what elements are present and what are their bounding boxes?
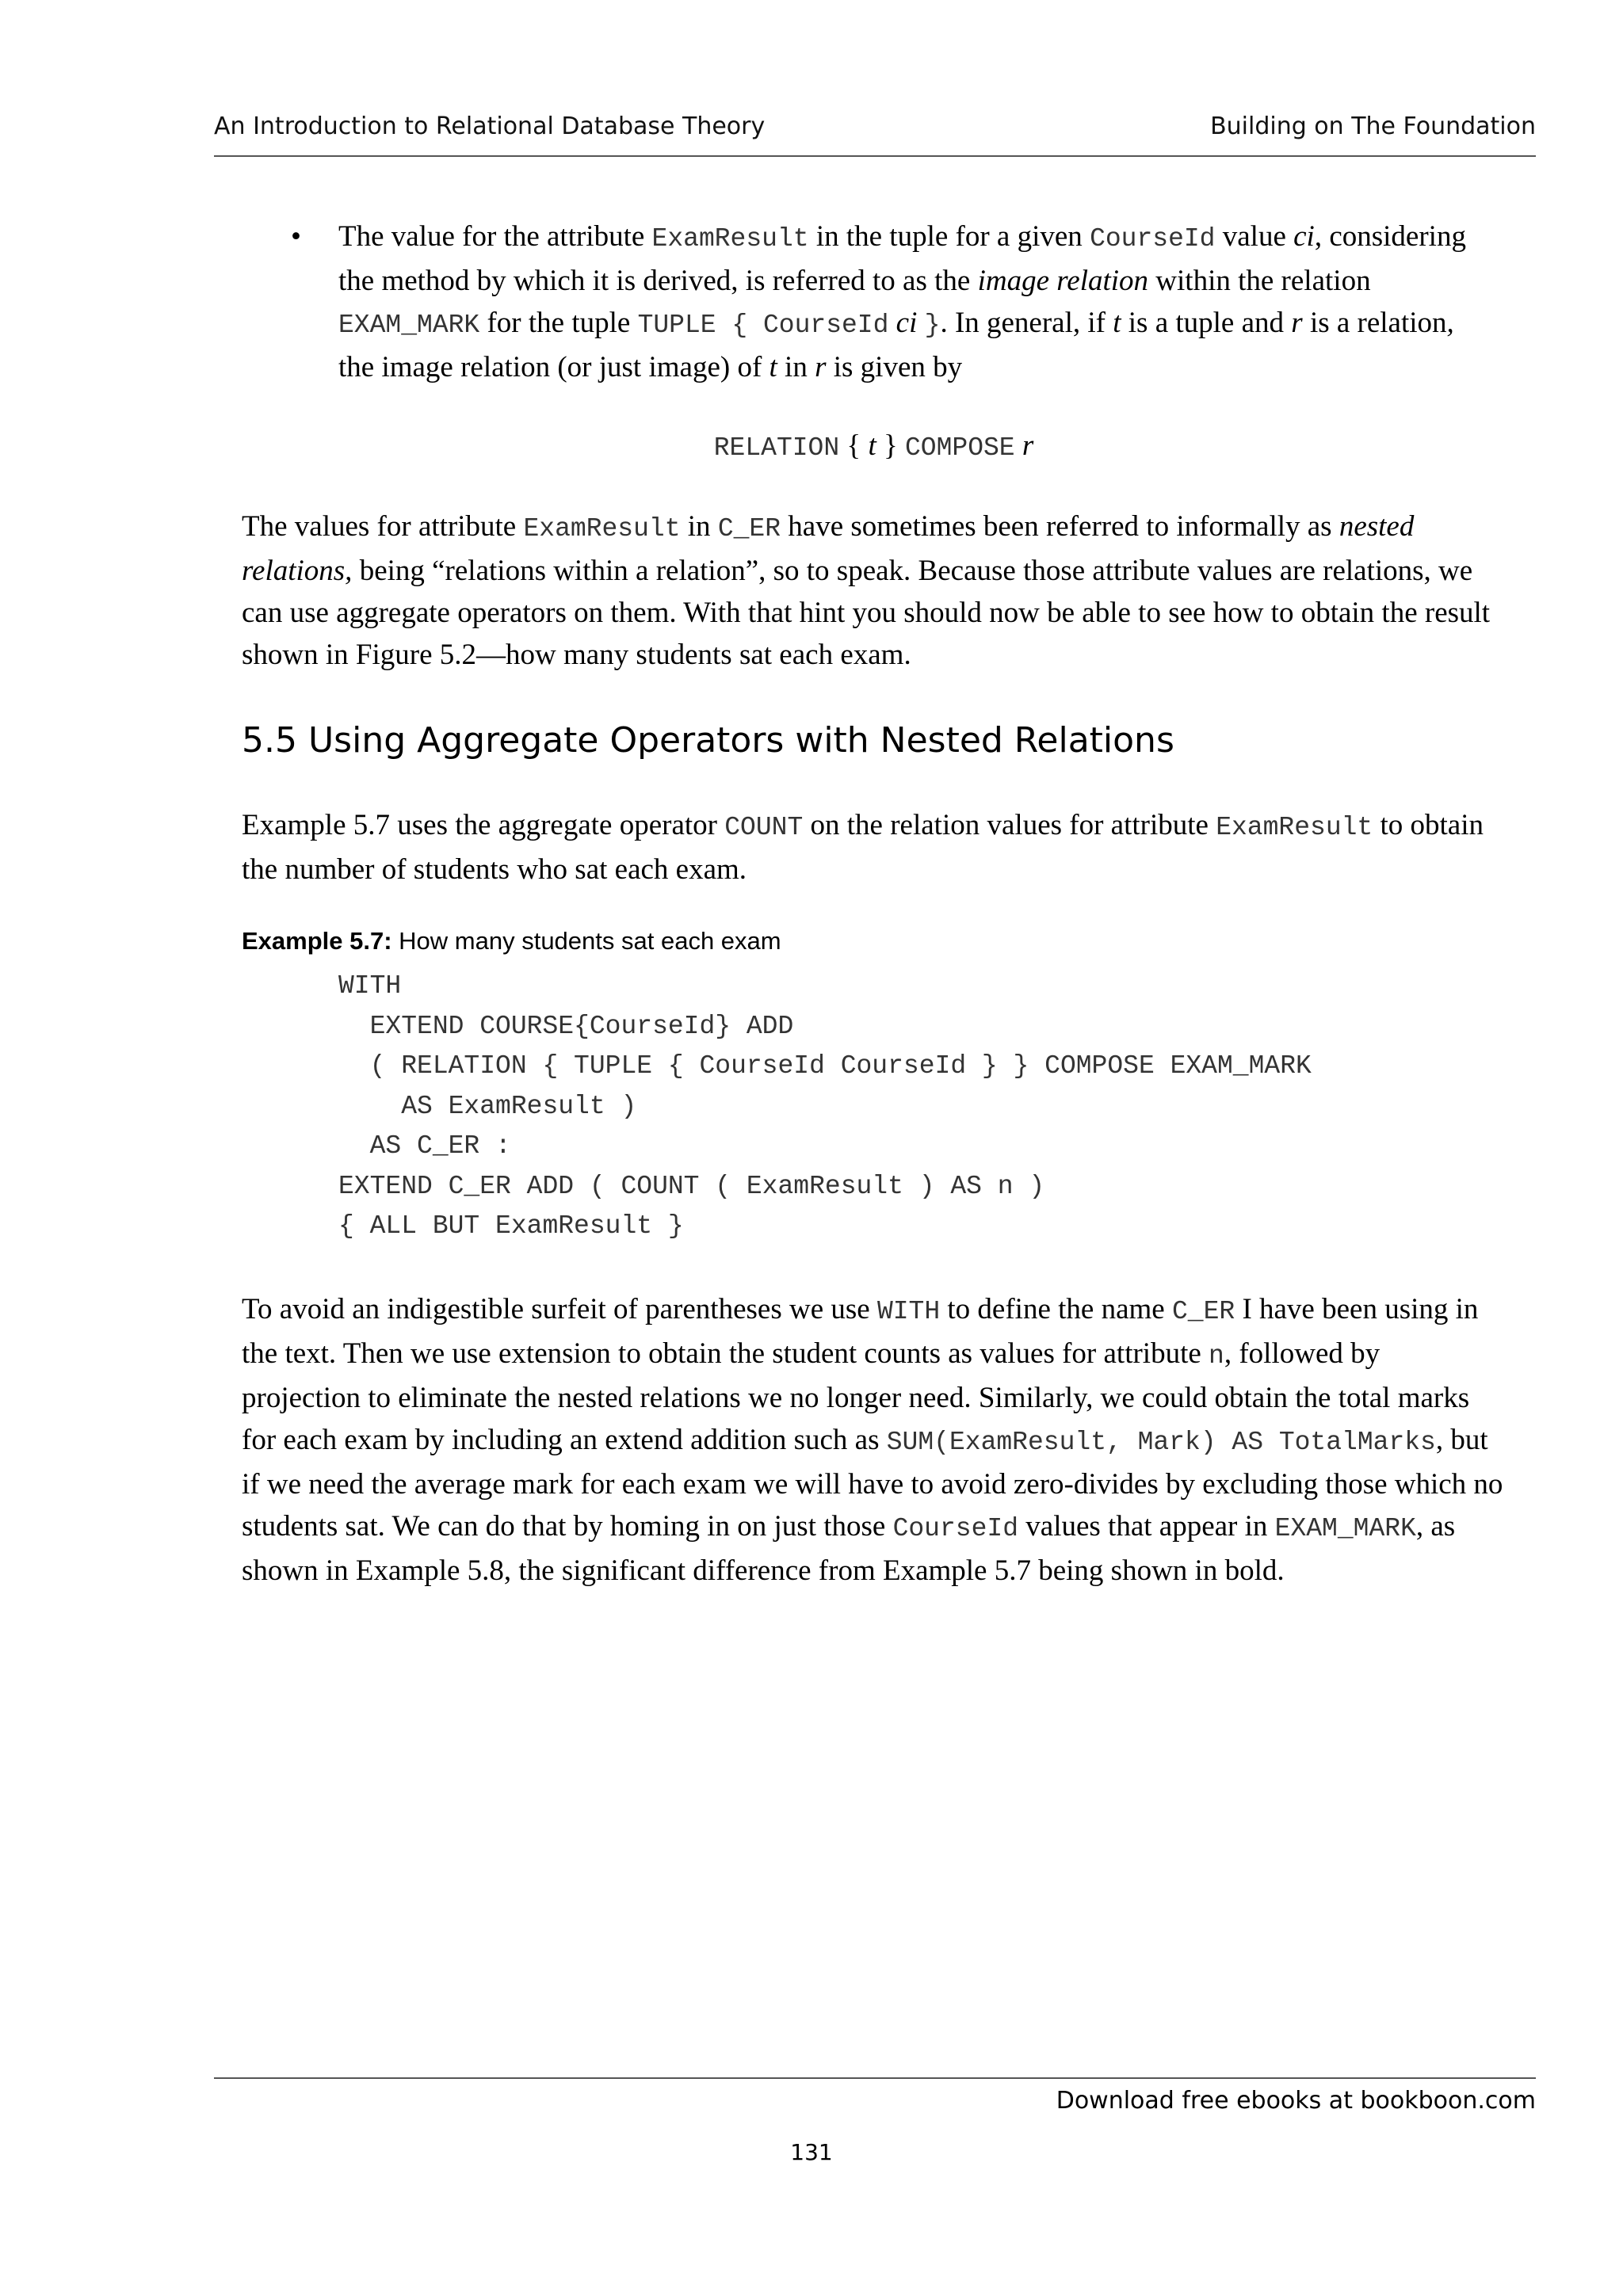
header-chapter-title: Building on The Foundation	[1210, 113, 1536, 140]
page-header	[214, 111, 1536, 157]
bullet-item	[242, 215, 1506, 388]
paragraph-nested-relations: The values for attribute ExamResult in C_ER have sometimes been referred to informally as nested relations, being “relations within a relation”, so to speak. Because those attribute values are relations, we can use aggregate operators on them. With that hint you should now be able to see how to obtain the result shown in Figure 5.2—how many students sat each exam.	[242, 510, 1491, 671]
bullet-icon: •	[291, 220, 301, 253]
code-block: WITH EXTEND COURSE{CourseId} ADD ( RELATION { TUPLE { CourseId CourseId } } COMPOSE EXAM_MARK AS ExamResult ) AS C_ER : EXTEND C_ER ADD ( COUNT ( ExamResult ) AS n ) { ALL BUT ExamResult }	[338, 971, 1312, 1241]
page-number: 131	[790, 2139, 833, 2165]
footer-divider	[214, 2077, 1536, 2079]
image-relation-formula: RELATION { t } COMPOSE r	[713, 429, 1034, 463]
section-heading: 5.5 Using Aggregate Operators with Nested Relations	[242, 720, 1174, 761]
paragraph-example-intro: Example 5.7 uses the aggregate operator COUNT on the relation values for attribute ExamResult to obtain the number of students who sat each exam.	[242, 809, 1484, 886]
bullet-text: The value for the attribute ExamResult in the tuple for a given CourseId value ci, considering the method by which it is derived, is referred to as the image relation within the relation EXAM_MARK for the tuple TUPLE { CourseId ci }. In general, if t is a tuple and r is a relation, the image relation (or just image) of t in r is given by	[338, 220, 1466, 383]
page-content	[242, 215, 1506, 1592]
footer-download-link[interactable]: Download free ebooks at bookboon.com	[1056, 2087, 1536, 2115]
header-book-title: An Introduction to Relational Database Theory	[214, 113, 766, 140]
example-label: Example 5.7:	[242, 927, 392, 955]
example-title: How many students sat each exam	[391, 927, 781, 955]
example-caption	[242, 924, 1506, 959]
paragraph-explanation: To avoid an indigestible surfeit of parentheses we use WITH to define the name C_ER I have been using in the text. Then we use extension to obtain the student counts as values for attribute n, followed by projection to eliminate the nested relations we no longer need. Similarly, we could obtain the total marks for each exam by including an extend addition such as SUM(ExamResult, Mark) AS TotalMarks, but if we need the average mark for each exam we will have to avoid zero-divides by excluding those which no students sat. We can do that by homing in on just those CourseId values that appear in EXAM_MARK, as shown in Example 5.8, the significant difference from Example 5.7 being shown in bold.	[242, 1292, 1503, 1587]
